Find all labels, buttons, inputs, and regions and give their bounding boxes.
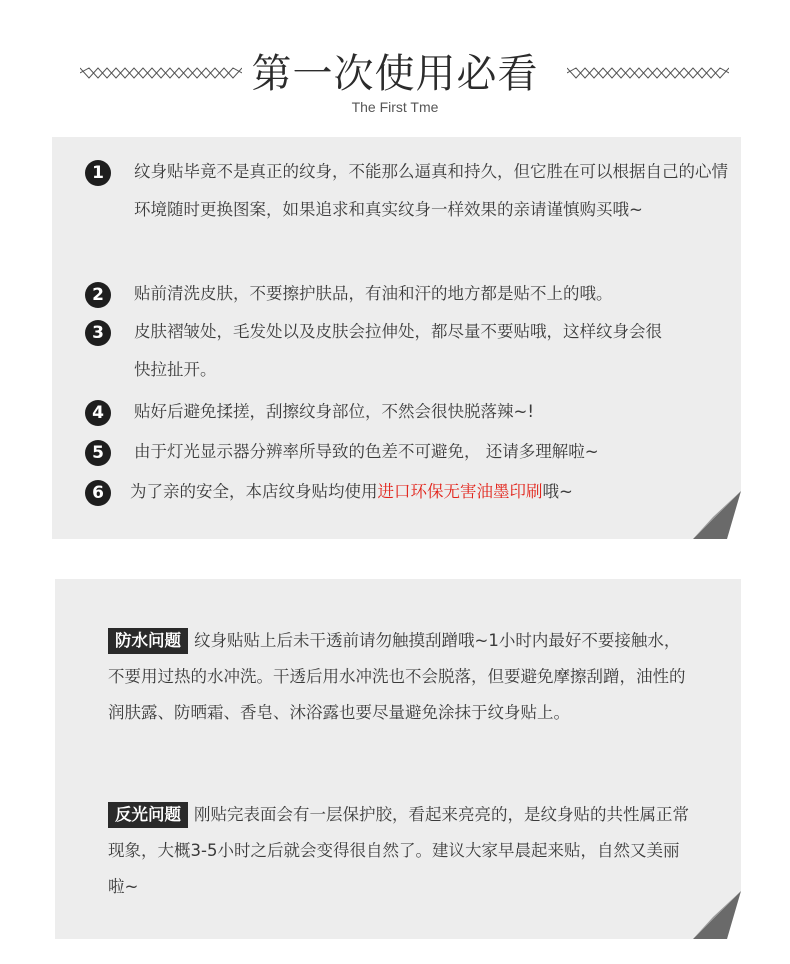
note-text: 纹身贴毕竟不是真正的纹身，不能那么逼真和持久，但它胜在可以根据自己的心情环境随时更换图案，如果追求和真实纹身一样效果的亲请谨慎购买哦~ [134,162,728,219]
note-text: 皮肤褶皱处，毛发处以及皮肤会拉伸处，都尽量不要贴哦，这样纹身会很快拉扯开。 [134,322,662,379]
page-title: 第一次使用必看 [251,51,539,97]
usage-notes-panel [52,137,741,539]
number-badge: 4 [85,400,111,426]
page-curl-corner [693,891,741,939]
number-badge: 1 [85,160,111,186]
number-badge: 3 [85,320,111,346]
note-text-plain: 为了亲的安全，本店纹身贴均使用 [130,482,378,501]
number-badge: 5 [85,440,111,466]
note-text [130,473,735,511]
reflection-tag: 反光问题 [108,802,188,828]
reflection-tip [108,797,693,905]
tip-text: 刚贴完表面会有一层保护胶，看起来亮亮的，是纹身贴的共性属正常现象，大概3-5小时之后就会变得很自然了。建议大家早晨起来贴，自然又美丽啦~ [108,805,689,896]
list-item [85,153,735,229]
page-subtitle: The First Tme [351,99,439,115]
note-text-plain: 哦~ [542,482,573,501]
page-header [0,0,790,135]
note-text: 贴好后避免揉搓，刮擦纹身部位，不然会很快脱落辣~! [134,402,534,421]
number-badge: 2 [85,282,111,308]
note-text: 贴前清洗皮肤，不要擦护肤品，有油和汗的地方都是贴不上的哦。 [134,284,613,303]
number-badge: 6 [85,480,111,506]
list-item [85,393,735,431]
highlight-text: 进口环保无害油墨印刷 [377,482,543,501]
waterproof-tag: 防水问题 [108,628,188,654]
list-item [85,275,735,313]
waterproof-tip [108,623,693,731]
note-text: 由于灯光显示器分辨率所导致的色差不可避免， 还请多理解啦~ [134,442,599,461]
tips-panel [55,579,741,939]
list-item [85,433,735,471]
zigzag-ornament-right [567,66,729,80]
list-item [85,473,735,511]
tip-text: 纹身贴贴上后未干透前请勿触摸刮蹭哦~1小时内最好不要接触水，不要用过热的水冲洗。干透后用水冲洗也不会脱落，但要避免摩擦刮蹭，油性的润肤露、防晒霜、香皂、沐浴露也要尽量避免涂抹于纹身贴上。 [108,631,686,722]
list-item [85,313,735,389]
page-curl-corner [693,491,741,539]
